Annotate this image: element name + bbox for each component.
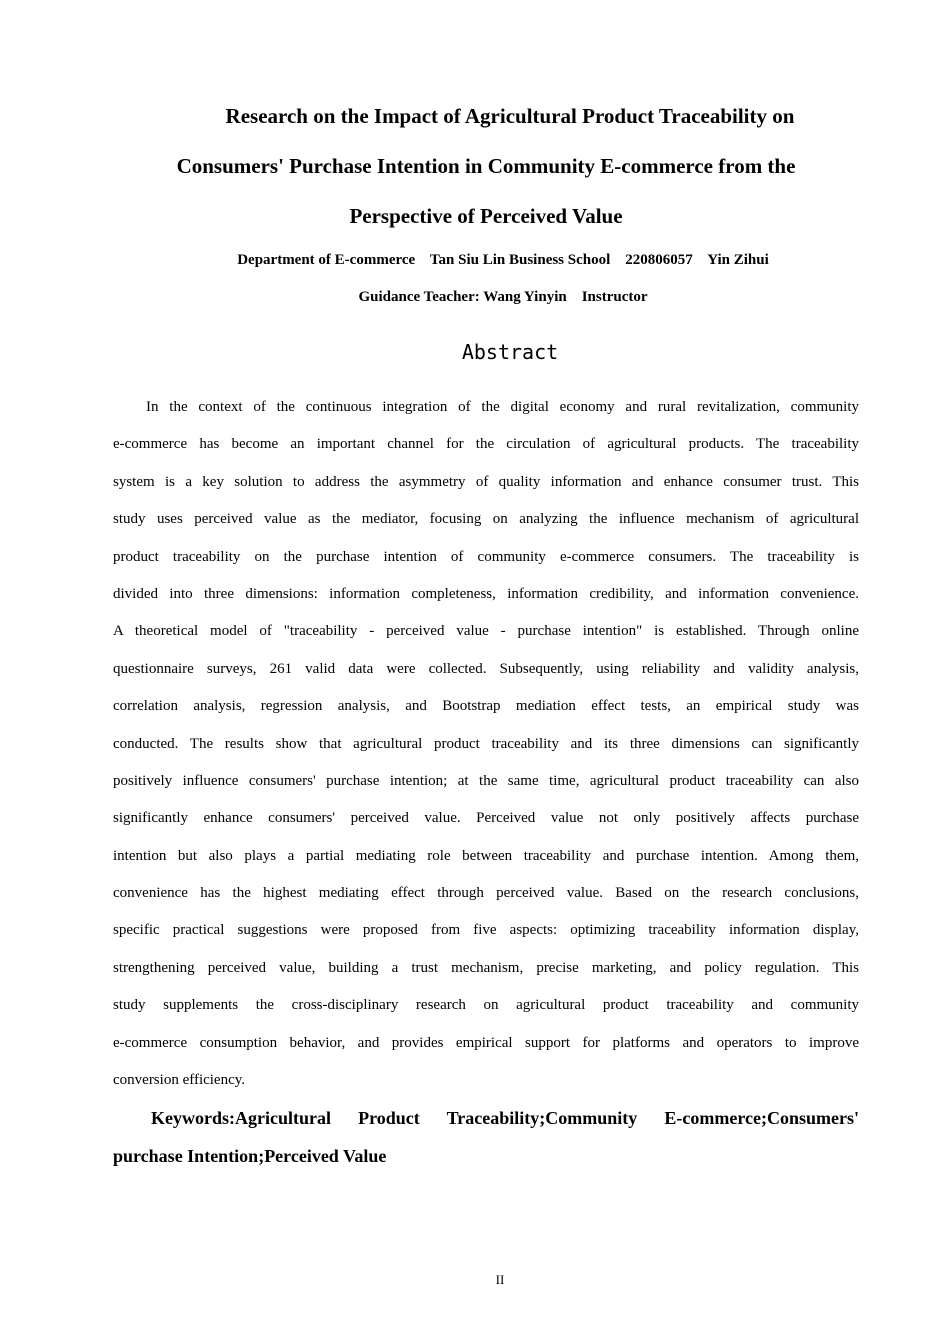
keywords-line: Keywords:Agricultural Product Traceability;Community E-commerce;Consumers' [151, 1108, 859, 1128]
paper-title-line-1: Research on the Impact of Agricultural Product Traceability on [225, 104, 795, 128]
author-info: Department of E-commerce Tan Siu Lin Business School 220806057 Yin Zihui [237, 252, 769, 268]
abstract-line: questionnaire surveys, 261 valid data were collected. Subsequently, using reliability and validity analysis, [113, 660, 859, 677]
abstract-line: divided into three dimensions: information completeness, information credibility, and information convenience. [113, 585, 859, 602]
abstract-line: correlation analysis, regression analysis, and Bootstrap mediation effect tests, an empirical study was [113, 698, 859, 715]
abstract-line: study supplements the cross-disciplinary research on agricultural product traceability and community [113, 997, 859, 1014]
abstract-line: e-commerce has become an important channel for the circulation of agricultural products. The traceability [113, 436, 859, 453]
abstract-line: In the context of the continuous integration of the digital economy and rural revitalization, community [146, 399, 859, 415]
abstract-heading: Abstract [461, 340, 559, 364]
guidance-teacher: Guidance Teacher: Wang Yinyin Instructor [358, 289, 648, 305]
abstract-line: system is a key solution to address the asymmetry of quality information and enhance consumer trust. This [113, 473, 859, 490]
keywords-line: purchase Intention;Perceived Value [113, 1146, 387, 1166]
abstract-line: strengthening perceived value, building a trust mechanism, precise marketing, and policy regulation. This [113, 959, 859, 976]
abstract-line: convenience has the highest mediating effect through perceived value. Based on the research conclusions, [113, 885, 859, 902]
paper-title-line-3: Perspective of Perceived Value [349, 204, 623, 228]
paper-title-line-2: Consumers' Purchase Intention in Community E-commerce from the [176, 154, 796, 178]
abstract-line: specific practical suggestions were proposed from five aspects: optimizing traceability information display, [113, 922, 859, 939]
abstract-line: e-commerce consumption behavior, and provides empirical support for platforms and operators to improve [113, 1034, 859, 1051]
abstract-line: conducted. The results show that agricultural product traceability and its three dimensions can significantly [113, 735, 859, 752]
abstract-line: significantly enhance consumers' perceived value. Perceived value not only positively affects purchase [113, 810, 859, 827]
page-number: II [495, 1272, 505, 1287]
keywords [113, 1099, 859, 1175]
abstract-line: intention but also plays a partial mediating role between traceability and purchase intention. Among them, [113, 847, 859, 864]
abstract-line: product traceability on the purchase intention of community e-commerce consumers. The traceability is [113, 548, 859, 565]
abstract-body [113, 389, 859, 1099]
abstract-line: A theoretical model of "traceability - perceived value - purchase intention" is established. Through online [113, 623, 859, 640]
abstract-line: study uses perceived value as the mediator, focusing on analyzing the influence mechanism of agricultural [113, 511, 859, 528]
abstract-line: positively influence consumers' purchase intention; at the same time, agricultural product traceability can also [113, 772, 859, 789]
abstract-line: conversion efficiency. [113, 1072, 246, 1089]
